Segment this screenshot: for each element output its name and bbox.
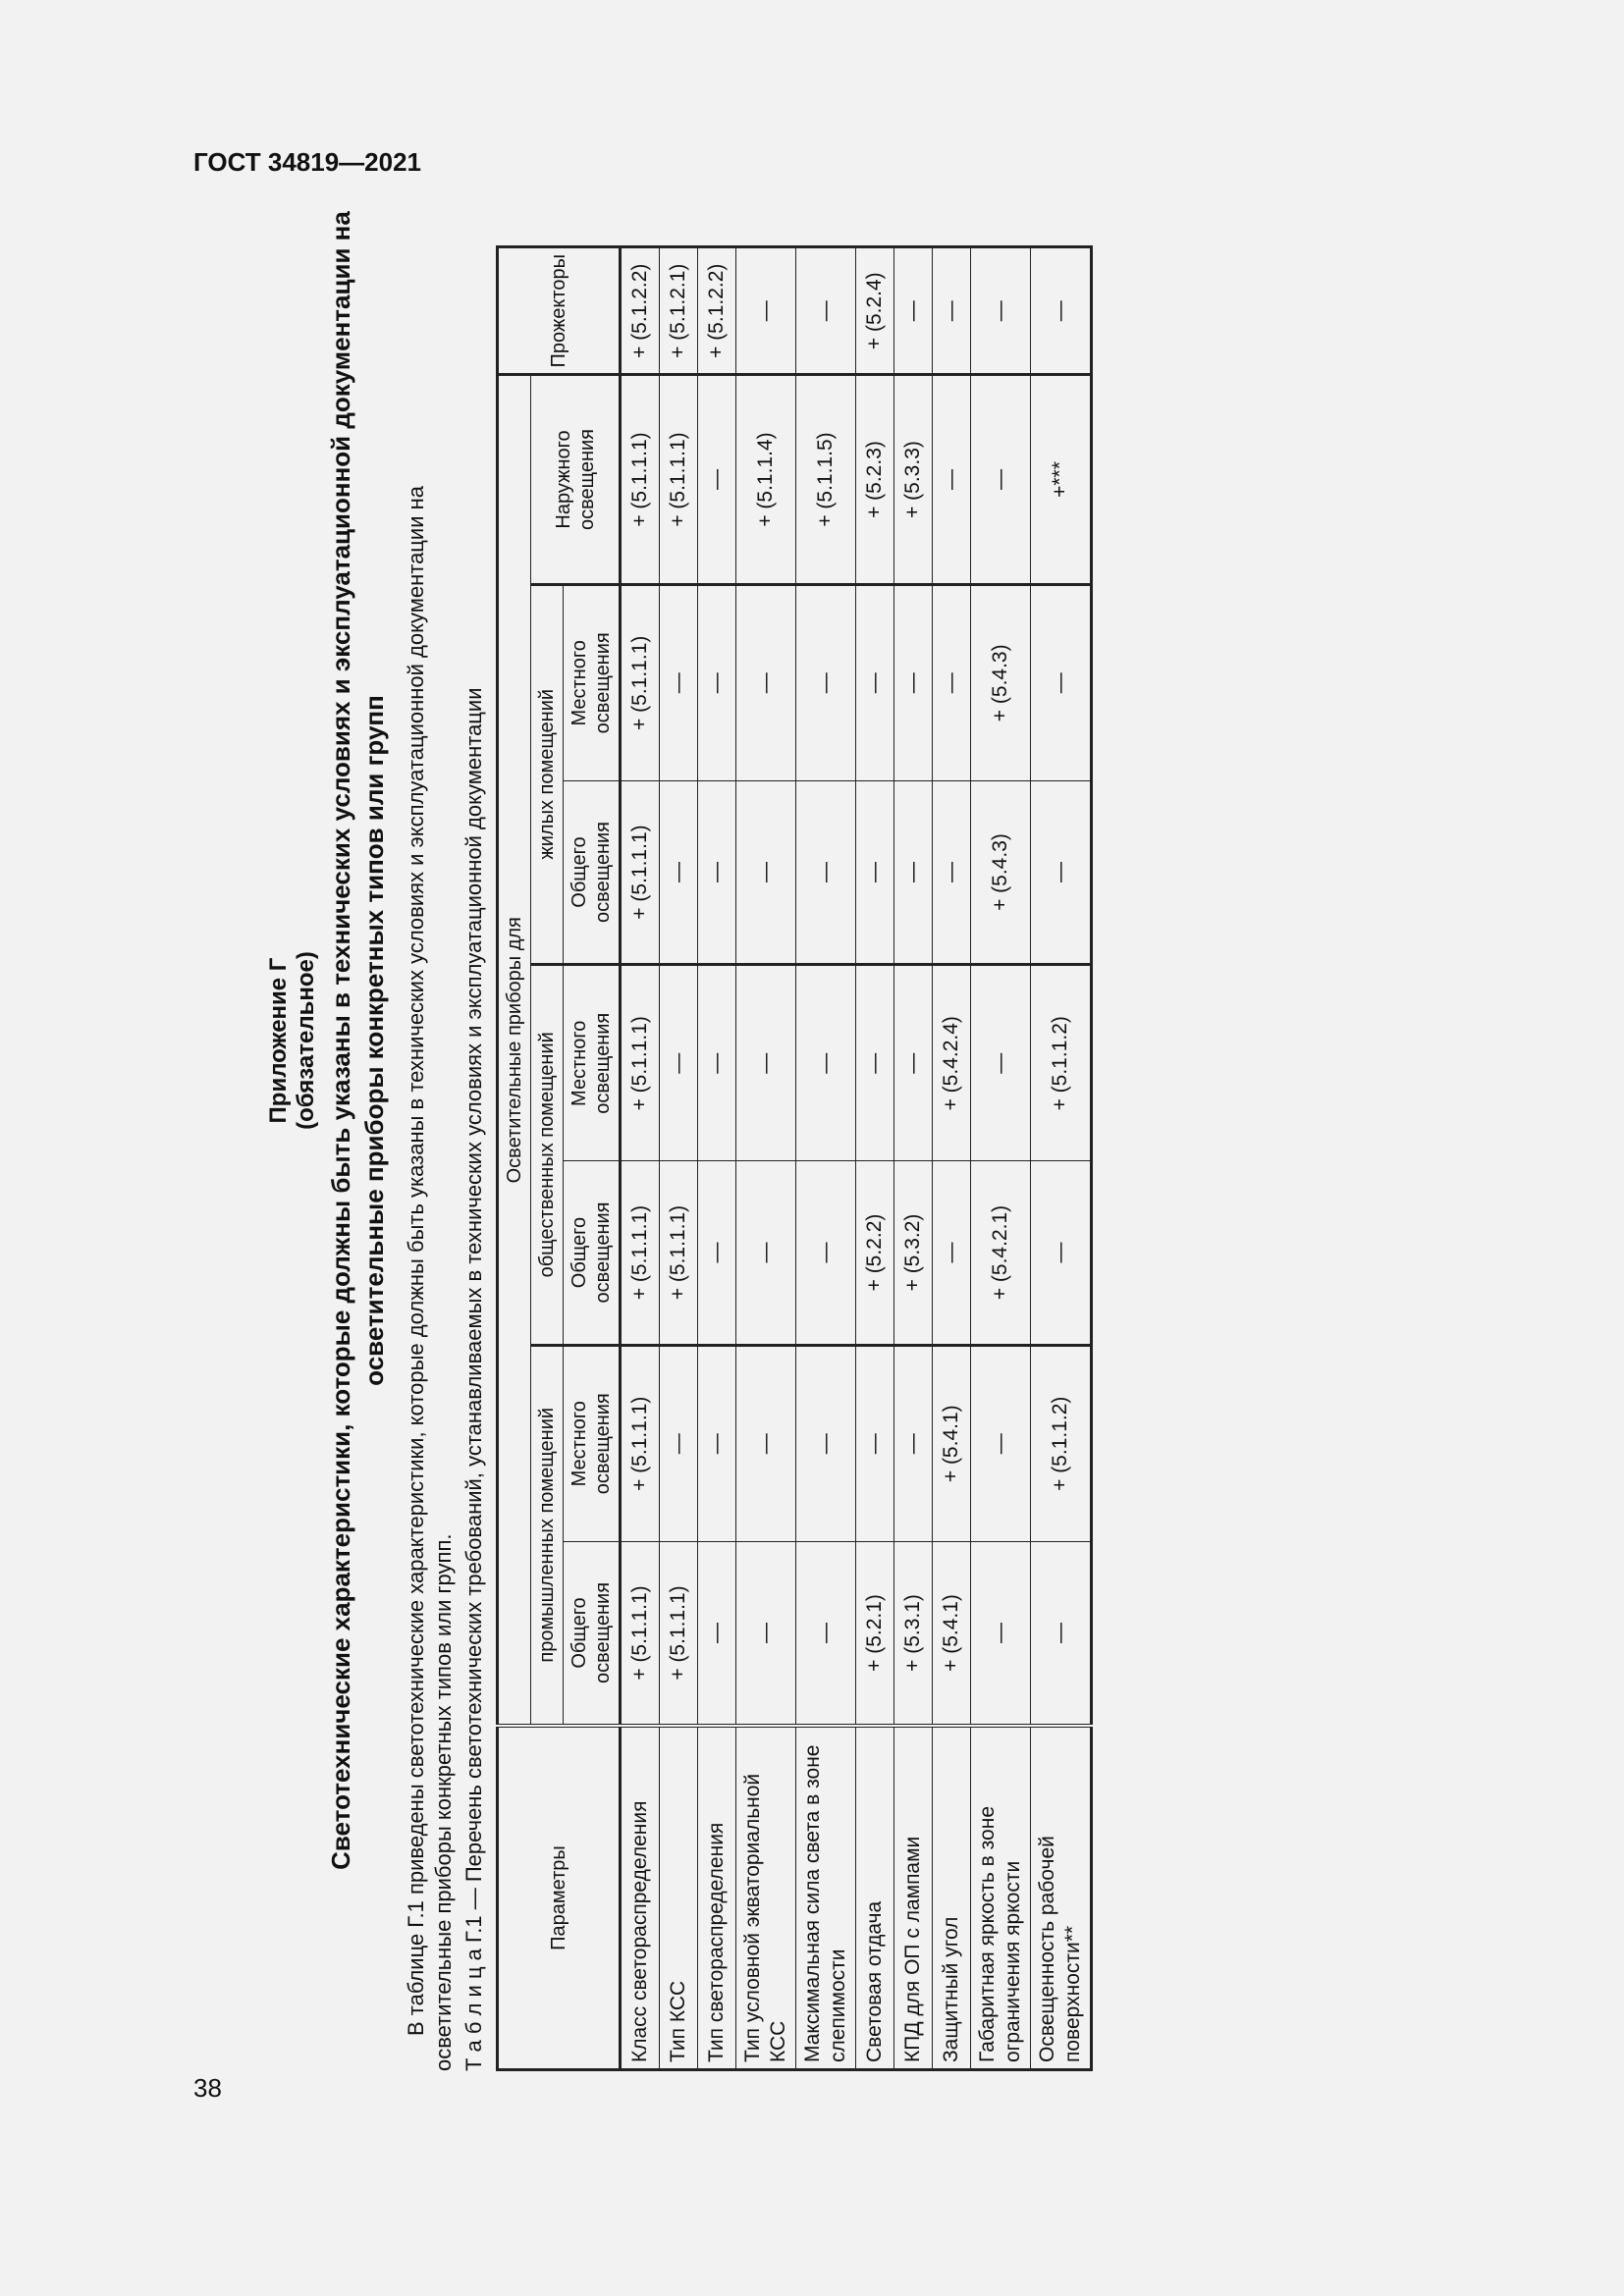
value-cell: + (5.4.3) [971, 584, 1031, 780]
value-cell: + (5.1.1.2) [1031, 965, 1092, 1161]
value-cell: — [856, 965, 894, 1161]
header-general: Общего освещения [564, 1541, 621, 1726]
value-cell: — [796, 584, 856, 780]
value-cell: + (5.1.1.2) [1031, 1345, 1092, 1541]
value-cell: — [933, 584, 971, 780]
value-cell: — [660, 781, 698, 965]
header-residential: жилых помещений [531, 584, 564, 964]
value-cell: + (5.3.1) [894, 1541, 933, 1726]
value-cell: + (5.1.1.5) [796, 375, 856, 584]
page-number: 38 [193, 2073, 222, 2103]
value-cell: — [698, 781, 736, 965]
param-cell: КПД для ОП с лампами [894, 1726, 933, 2070]
value-cell: + (5.1.1.1) [621, 375, 660, 584]
value-cell: + (5.4.3) [971, 781, 1031, 965]
value-cell: + (5.2.3) [856, 375, 894, 584]
value-cell: — [660, 1345, 698, 1541]
value-cell: — [736, 247, 796, 375]
value-cell: — [698, 375, 736, 584]
value-cell: — [1031, 247, 1092, 375]
value-cell: + (5.2.1) [856, 1541, 894, 1726]
value-cell: — [698, 1345, 736, 1541]
header-industrial: промышленных помещений [531, 1345, 564, 1726]
value-cell: — [736, 965, 796, 1161]
value-cell: — [796, 965, 856, 1161]
param-cell: Тип условной экваториальной КСС [736, 1726, 796, 2070]
value-cell: — [971, 1345, 1031, 1541]
value-cell: — [856, 584, 894, 780]
header-local: Местного освещения [564, 584, 621, 780]
value-cell: — [1031, 1161, 1092, 1345]
param-cell: Световая отдача [856, 1726, 894, 2070]
header-params: Параметры [498, 1726, 621, 2070]
value-cell: — [894, 1345, 933, 1541]
value-cell: — [698, 1161, 736, 1345]
header-general: Общего освещения [564, 1161, 621, 1345]
param-cell: Габаритная яркость в зоне ограничения яркости [971, 1726, 1031, 2070]
value-cell: + (5.1.1.1) [660, 375, 698, 584]
value-cell: — [796, 247, 856, 375]
document-code: ГОСТ 34819—2021 [193, 147, 421, 177]
value-cell: — [796, 1161, 856, 1345]
value-cell: — [894, 584, 933, 780]
value-cell: — [933, 781, 971, 965]
value-cell: + (5.3.2) [894, 1161, 933, 1345]
appendix-title: Приложение Г [265, 957, 292, 1124]
value-cell: + (5.1.1.1) [621, 1345, 660, 1541]
table-row [796, 247, 856, 2070]
value-cell: + (5.1.1.1) [621, 1541, 660, 1726]
value-cell: — [971, 965, 1031, 1161]
appendix-heading [265, 10, 320, 2071]
value-cell: — [894, 965, 933, 1161]
table-row [933, 247, 971, 2070]
value-cell: + (5.1.1.1) [621, 965, 660, 1161]
value-cell: — [736, 781, 796, 965]
value-cell: — [894, 781, 933, 965]
value-cell: — [971, 1541, 1031, 1726]
value-cell: + (5.1.1.1) [621, 1161, 660, 1345]
value-cell: + (5.1.1.1) [621, 584, 660, 780]
value-cell: + (5.1.1.1) [660, 1541, 698, 1726]
param-cell: Тип светораспределения [698, 1726, 736, 2070]
table-row [736, 247, 796, 2070]
value-cell: — [736, 1345, 796, 1541]
table-body [621, 247, 1092, 2070]
value-cell: — [894, 247, 933, 375]
value-cell: — [660, 584, 698, 780]
appendix-subtitle: (обязательное) [293, 951, 319, 1130]
value-cell: + (5.2.2) [856, 1161, 894, 1345]
value-cell: — [933, 1161, 971, 1345]
value-cell: + (5.1.1.1) [660, 1161, 698, 1345]
header-local: Местного освещения [564, 1345, 621, 1541]
value-cell: — [933, 247, 971, 375]
rotated-content [177, 10, 1483, 2071]
value-cell: — [698, 965, 736, 1161]
value-cell: — [736, 584, 796, 780]
value-cell: — [796, 781, 856, 965]
value-cell: + (5.4.2.4) [933, 965, 971, 1161]
param-cell: Защитный угол [933, 1726, 971, 2070]
value-cell: + (5.4.1) [933, 1541, 971, 1726]
section-title-line2: осветительные приборы конкретных типов или групп [359, 695, 389, 1386]
value-cell: — [971, 247, 1031, 375]
value-cell: — [856, 781, 894, 965]
value-cell: — [1031, 1541, 1092, 1726]
param-cell: Максимальная сила света в зоне слепимости [796, 1726, 856, 2070]
value-cell: — [1031, 781, 1092, 965]
table-row [621, 247, 660, 2070]
header-public: общественных помещений [531, 965, 564, 1345]
value-cell: +*** [1031, 375, 1092, 584]
value-cell: — [698, 584, 736, 780]
value-cell: + (5.1.2.1) [660, 247, 698, 375]
header-projectors: Прожекторы [498, 247, 621, 375]
table-row [1031, 247, 1092, 2070]
value-cell: + (5.1.2.2) [621, 247, 660, 375]
value-cell: + (5.3.3) [894, 375, 933, 584]
intro-paragraph: В таблице Г.1 приведены светотехнические характеристики, которые должны быть указаны в технических условиях и эксплуатационной документации на осветительные приборы конкретных типов или групп. [404, 486, 456, 2071]
value-cell: — [933, 375, 971, 584]
table-caption: Т а б л и ц а Г.1 — Перечень светотехнических требований, устанавливаемых в технических условиях и эксплуатационной документации [461, 687, 486, 2071]
value-cell: + (5.1.1.4) [736, 375, 796, 584]
header-general: Общего освещения [564, 781, 621, 965]
value-cell: — [796, 1541, 856, 1726]
value-cell: + (5.4.1) [933, 1345, 971, 1541]
value-cell: — [796, 1345, 856, 1541]
table-row [660, 247, 698, 2070]
param-cell: Тип КСС [660, 1726, 698, 2070]
value-cell: — [698, 1541, 736, 1726]
header-group: Осветительные приборы для [498, 375, 531, 1726]
table-row [894, 247, 933, 2070]
value-cell: + (5.4.2.1) [971, 1161, 1031, 1345]
table-row [971, 247, 1031, 2070]
characteristics-table [496, 245, 1093, 2071]
value-cell: — [856, 1345, 894, 1541]
value-cell: — [1031, 584, 1092, 780]
table-row [698, 247, 736, 2070]
value-cell: — [736, 1161, 796, 1345]
value-cell: + (5.2.4) [856, 247, 894, 375]
param-cell: Класс светораспределения [621, 1726, 660, 2070]
value-cell: — [660, 965, 698, 1161]
header-local: Местного освещения [564, 965, 621, 1161]
value-cell: — [971, 375, 1031, 584]
param-cell: Освещенность рабочей поверхности** [1031, 1726, 1092, 2070]
value-cell: + (5.1.2.2) [698, 247, 736, 375]
section-title-line1: Светотехнические характеристики, которые должны быть указаны в технических условиях и эксплуатационной документации на [326, 211, 355, 1870]
value-cell: — [736, 1541, 796, 1726]
section-title [324, 10, 391, 2071]
value-cell: + (5.1.1.1) [621, 781, 660, 965]
table-row [856, 247, 894, 2070]
header-outdoor: Наружного освещения [531, 375, 621, 584]
